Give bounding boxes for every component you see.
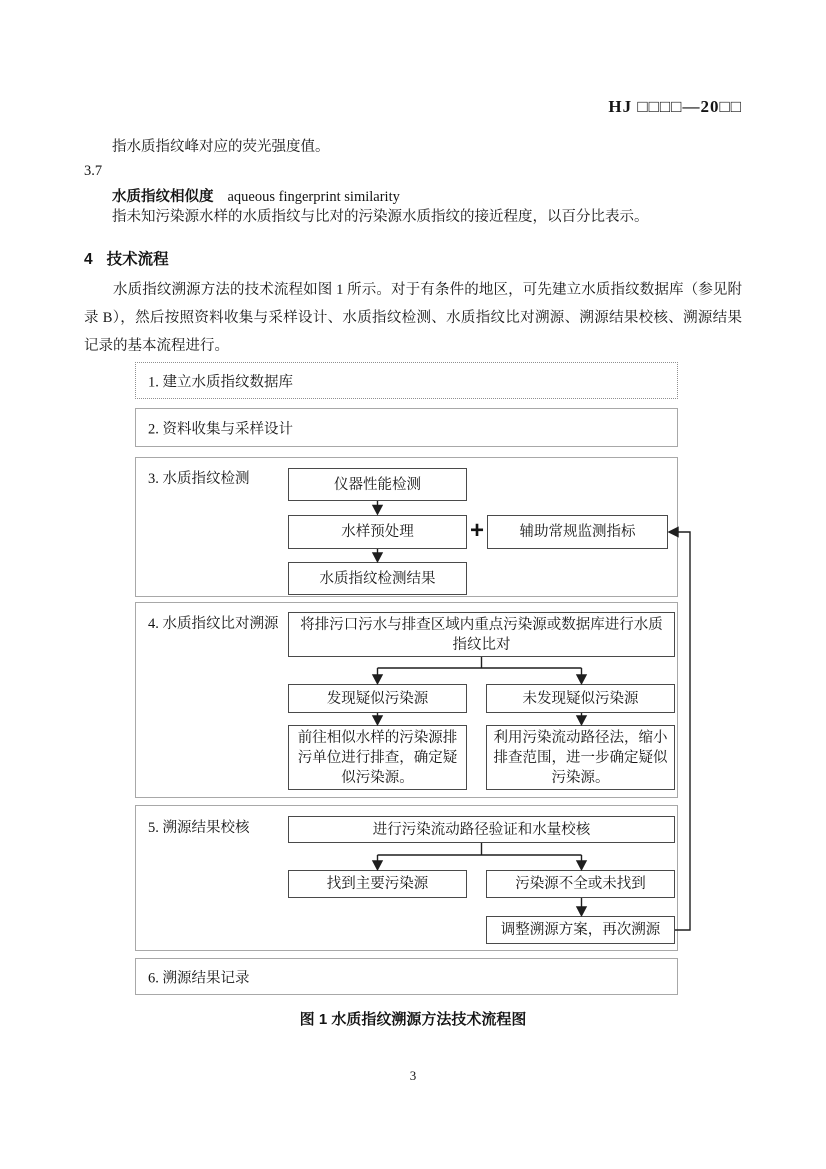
flow-step2-data-collection: [135, 408, 678, 447]
box-source-incomplete: 污染源不全或未找到: [486, 870, 675, 898]
box-not-found-suspect: 未发现疑似污染源: [486, 684, 675, 713]
section-heading-number: 4: [84, 251, 93, 268]
fluorescence-definition-line: 指水质指纹峰对应的荧光强度值。: [112, 139, 330, 155]
box-found-suspect: 发现疑似污染源: [288, 684, 467, 713]
box-narrow-scope: 利用污染流动路径法，缩小排查范围，进一步确定疑似污染源。: [486, 725, 675, 790]
flow-step4-label: 4. 水质指纹比对溯源: [148, 616, 279, 632]
page-number: 3: [409, 1068, 417, 1083]
flow-step3-label: 3. 水质指纹检测: [148, 471, 250, 487]
flow-step2-label: 2. 资料收集与采样设计: [148, 421, 293, 437]
box-auxiliary-indicators: 辅助常规监测指标: [487, 515, 668, 549]
box-compare-fingerprints: 将排污口污水与排查区域内重点污染源或数据库进行水质指纹比对: [288, 612, 675, 657]
figure-caption: 图 1 水质指纹溯源方法技术流程图: [299, 1011, 527, 1028]
box-verify-path-water: 进行污染流动路径验证和水量校核: [288, 816, 675, 843]
plus-merge-symbol: +: [469, 517, 484, 544]
term-name-cn: 水质指纹相似度: [112, 189, 214, 205]
flow-step6-result-record: [135, 958, 678, 995]
box-found-main-source: 找到主要污染源: [288, 870, 467, 898]
box-fingerprint-result: 水质指纹检测结果: [288, 562, 467, 595]
box-instrument-check: 仪器性能检测: [288, 468, 467, 501]
term-name-en: aqueous fingerprint similarity: [227, 189, 400, 205]
flow-step5-label: 5. 溯源结果校核: [148, 820, 250, 836]
term-definition: 指未知污染源水样的水质指纹与比对的污染源水质指纹的接近程度，以百分比表示。: [112, 209, 649, 225]
box-sample-pretreatment: 水样预处理: [288, 515, 467, 549]
section-heading-title: 技术流程: [106, 251, 169, 268]
section-paragraph: 水质指纹溯源方法的技术流程如图 1 所示。对于有条件的地区，可先建立水质指纹数据库（参见附录 B），然后按照资料收集与采样设计、水质指纹检测、水质指纹比对溯源、溯源结果校核、溯源结果记录的基本流程进行。: [84, 282, 742, 354]
box-adjust-retrace: 调整溯源方案，再次溯源: [486, 916, 675, 944]
flow-step1-label: 1. 建立水质指纹数据库: [148, 374, 293, 390]
doc-code-header: HJ □□□□—20□□: [608, 97, 742, 116]
flow-step6-label: 6. 溯源结果记录: [148, 970, 250, 986]
flow-step1-database: [135, 362, 678, 399]
clause-number: 3.7: [84, 163, 103, 179]
box-investigate-units: 前往相似水样的污染源排污单位进行排查，确定疑似污染源。: [288, 725, 467, 790]
